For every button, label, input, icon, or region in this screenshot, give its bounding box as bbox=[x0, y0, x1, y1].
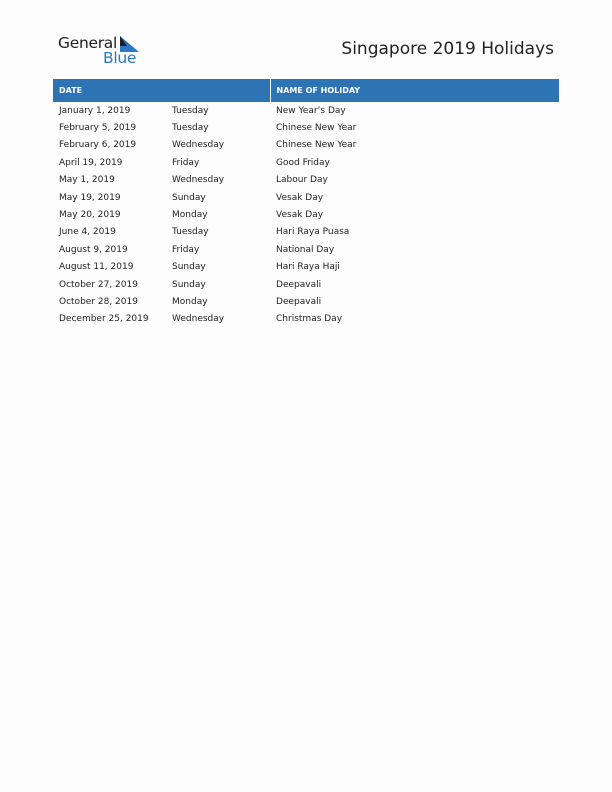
table-row bbox=[53, 189, 559, 206]
holiday-name-cell: Hari Raya Puasa bbox=[276, 227, 350, 238]
table-row bbox=[53, 137, 559, 154]
table-row bbox=[53, 311, 559, 328]
logo-text-general: General bbox=[58, 34, 117, 52]
holiday-name-cell: Christmas Day bbox=[276, 314, 343, 325]
table-header-row bbox=[53, 79, 559, 102]
table-row bbox=[53, 259, 559, 276]
holiday-weekday-cell: Tuesday bbox=[172, 105, 209, 116]
holiday-table bbox=[53, 79, 559, 328]
holiday-date-cell: May 20, 2019 bbox=[59, 210, 121, 221]
holiday-weekday-cell: Sunday bbox=[172, 262, 206, 273]
holiday-weekday-cell: Friday bbox=[172, 244, 200, 255]
holiday-weekday-cell: Friday bbox=[172, 157, 200, 168]
table-row bbox=[53, 154, 559, 171]
table-row bbox=[53, 293, 559, 310]
holiday-weekday-cell: Tuesday bbox=[172, 123, 209, 134]
holiday-name-cell: Chinese New Year bbox=[276, 140, 357, 151]
holiday-date-cell: May 1, 2019 bbox=[59, 175, 115, 186]
holiday-date-cell: January 1, 2019 bbox=[59, 105, 131, 116]
holiday-name-cell: Vesak Day bbox=[276, 192, 324, 203]
holiday-date-cell: December 25, 2019 bbox=[59, 314, 149, 325]
holiday-name-cell: Deepavali bbox=[276, 296, 322, 307]
holiday-date-cell: October 28, 2019 bbox=[59, 296, 138, 307]
holiday-name-cell: Hari Raya Haji bbox=[276, 262, 340, 273]
holiday-weekday-cell: Wednesday bbox=[172, 140, 225, 151]
table-row bbox=[53, 102, 559, 119]
generalblue-logo[interactable] bbox=[58, 34, 148, 68]
column-header-holiday-name: NAME OF HOLIDAY bbox=[270, 79, 559, 102]
holiday-name-cell: National Day bbox=[276, 244, 335, 255]
table-body bbox=[53, 102, 559, 328]
holiday-date-cell: October 27, 2019 bbox=[59, 279, 138, 290]
holiday-date-cell: April 19, 2019 bbox=[59, 157, 123, 168]
page-title: Singapore 2019 Holidays bbox=[341, 39, 554, 59]
holiday-date-cell: August 11, 2019 bbox=[59, 262, 134, 273]
holiday-weekday-cell: Tuesday bbox=[172, 227, 209, 238]
holiday-date-cell: February 6, 2019 bbox=[59, 140, 137, 151]
holiday-weekday-cell: Monday bbox=[172, 210, 208, 221]
holiday-name-cell: Vesak Day bbox=[276, 210, 324, 221]
table-row bbox=[53, 241, 559, 258]
table-row bbox=[53, 206, 559, 223]
holiday-name-cell: Labour Day bbox=[276, 175, 328, 186]
holiday-date-cell: June 4, 2019 bbox=[59, 227, 116, 238]
table-row bbox=[53, 276, 559, 293]
holiday-name-cell: Chinese New Year bbox=[276, 123, 357, 134]
holiday-date-cell: May 19, 2019 bbox=[59, 192, 121, 203]
holiday-name-cell: New Year’s Day bbox=[276, 105, 346, 116]
holiday-weekday-cell: Wednesday bbox=[172, 175, 225, 186]
holiday-name-cell: Deepavali bbox=[276, 279, 322, 290]
holiday-date-cell: February 5, 2019 bbox=[59, 123, 137, 134]
table-row bbox=[53, 119, 559, 136]
holiday-date-cell: August 9, 2019 bbox=[59, 244, 128, 255]
holiday-weekday-cell: Sunday bbox=[172, 192, 206, 203]
table-row bbox=[53, 224, 559, 241]
holiday-name-cell: Good Friday bbox=[276, 157, 330, 168]
holiday-weekday-cell: Sunday bbox=[172, 279, 206, 290]
logo-text-blue: Blue bbox=[103, 49, 137, 67]
holiday-weekday-cell: Monday bbox=[172, 296, 208, 307]
table-row bbox=[53, 172, 559, 189]
holiday-weekday-cell: Wednesday bbox=[172, 314, 225, 325]
column-header-date: DATE bbox=[53, 79, 270, 102]
